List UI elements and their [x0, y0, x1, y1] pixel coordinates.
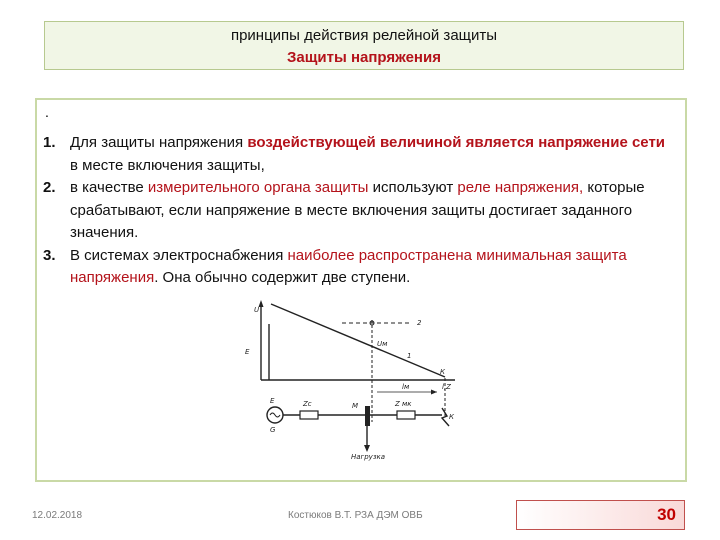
u-axis-arrow — [259, 300, 264, 307]
load-arrow — [364, 445, 370, 452]
item-highlight: реле напряжения, — [457, 179, 584, 196]
label-zc: Zс — [303, 400, 312, 408]
voltage-protection-diagram — [237, 300, 452, 460]
stray-dot: . — [45, 104, 49, 120]
item-text: используют — [368, 179, 458, 196]
bullet-list — [43, 132, 673, 290]
item-number: 1. — [43, 134, 56, 151]
label-e2: E — [270, 397, 275, 405]
voltage-drop-line — [271, 304, 445, 377]
page-number-box — [516, 500, 685, 530]
item-text: которые срабатывают, если напряжение в месте включения защиты достигает заданного значения. — [70, 179, 645, 241]
busbar-m — [365, 406, 370, 426]
label-um: Uм — [377, 340, 388, 348]
label-lm: lм — [402, 383, 410, 391]
label-1: 1 — [407, 352, 412, 360]
impedance-zmk — [397, 411, 415, 419]
generator-wave — [270, 413, 280, 417]
list-item-1 — [43, 132, 673, 177]
item-text: Для защиты напряжения — [70, 134, 248, 151]
label-g: G — [270, 426, 276, 434]
footer-author: Костюков В.Т. РЗА ДЭМ ОВБ — [288, 510, 423, 521]
item-highlight: наиболее распространена минимальная защита напряжения — [70, 246, 627, 286]
label-2: 2 — [417, 319, 422, 327]
item-text: в месте включения защиты, — [70, 156, 265, 174]
item-number: 2. — [43, 179, 56, 196]
label-k-top: К — [440, 368, 445, 376]
item-number: 3. — [43, 246, 56, 264]
footer-date: 12.02.2018 — [32, 510, 83, 521]
title-banner — [44, 21, 684, 70]
slide-title: Защиты напряжения — [287, 49, 441, 66]
impedance-zc — [300, 411, 318, 419]
label-load: Нагрузка — [351, 453, 386, 461]
label-m: М — [352, 402, 359, 410]
lm-arrow — [431, 390, 437, 395]
item-text: в качестве — [70, 179, 148, 196]
item-highlight: воздействующей величиной является напряжение сети — [247, 134, 666, 151]
list-item-2 — [43, 177, 673, 245]
item-text: В системах электроснабжения — [70, 246, 288, 264]
list-item-3 — [43, 245, 673, 290]
label-u: U — [254, 306, 260, 314]
label-k-bot: К — [449, 413, 454, 421]
label-e: E — [245, 348, 250, 356]
label-zmk: Z мк — [395, 400, 412, 408]
content-frame — [35, 98, 687, 482]
slide-topic: принципы действия релейной защиты — [230, 27, 498, 44]
item-highlight: измерительного органа защиты — [147, 179, 369, 196]
page-number: 30 — [657, 505, 676, 524]
item-text: . Она обычно содержит две ступени. — [154, 269, 411, 286]
label-lz: l,Z — [442, 383, 451, 391]
